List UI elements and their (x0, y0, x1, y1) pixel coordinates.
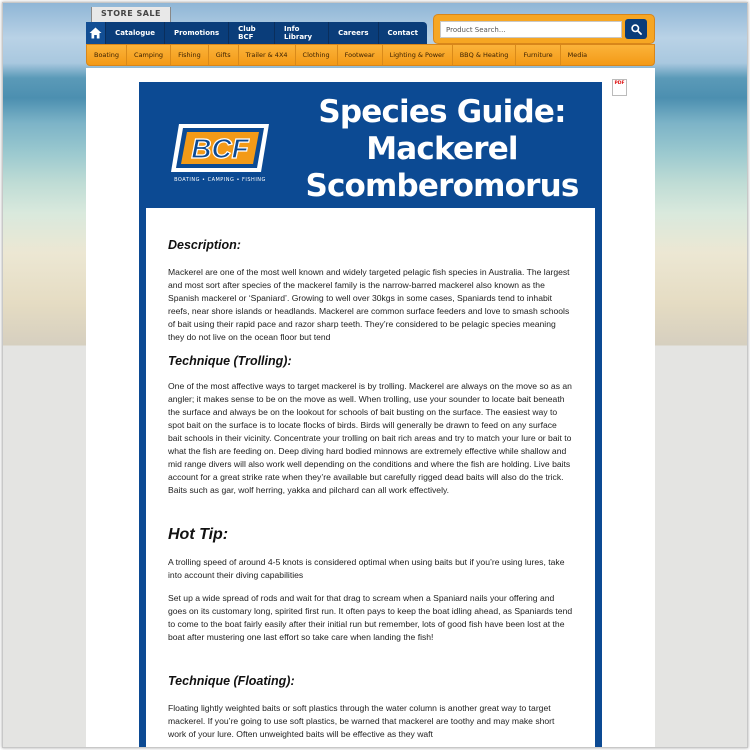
bcf-logo (165, 120, 275, 176)
title-line-1: Species Guide: (318, 94, 566, 130)
category-fishing[interactable]: Fishing (171, 45, 209, 65)
home-icon (89, 27, 102, 39)
nav-careers[interactable]: Careers (329, 22, 378, 44)
trolling-text: One of the most affective ways to target mackerel is by trolling. Mackerel are always on the move so as an angler; it makes sense to be on the move as well. When trolling, use your sounder to locate bait beneath the surface and always be on the lookout for schools of bait busting on the surface. The easiest way to spot bait on the surface is to locate flocks of birds. Birds will generally be drawn to feed on any surface bait schools in their vicinity. Concentrate your trolling on bait rich areas and try to match your lure or bait to what the fish are feeding on. Deep diving hard bodied minnows are extremely effective while shallow and mid range divers will also work well depending on the conditions and where the fish are holding. Live baits account for a great strike rate when they’re available but carefully rigged dead baits will also do the trick. Baits such as gar, wolf herring, yakka and pilchard can all work effectively. (168, 381, 572, 495)
title-line-2: Mackerel (366, 131, 518, 167)
logo-tagline: BOATING • CAMPING • FISHING (174, 177, 266, 183)
category-footwear[interactable]: Footwear (338, 45, 383, 65)
category-bbq-heating[interactable]: BBQ & Heating (453, 45, 517, 65)
search-icon (631, 24, 642, 35)
species-guide-document (139, 82, 602, 748)
document-body (146, 208, 595, 748)
nav-catalogue[interactable]: Catalogue (106, 22, 165, 44)
nav-info-library[interactable]: Info Library (275, 22, 329, 44)
top-navigation (86, 22, 427, 44)
page-frame (2, 2, 748, 748)
category-trailer-4x4[interactable]: Trailer & 4X4 (239, 45, 296, 65)
title-line-3: Scomberomorus (305, 168, 579, 204)
floating-text: Floating lightly weighted baits or soft plastics through the water column is another great way to target mackerel. If you’re going to use soft plastics, be warned that mackerel are toothy and may make short work of your lure. Often unweighted baits will be effective as they waft (168, 703, 555, 739)
main-content (86, 68, 655, 748)
hot-tip-heading: Hot Tip: (168, 526, 229, 543)
search-bar (433, 14, 655, 44)
category-lighting-power[interactable]: Lighting & Power (383, 45, 453, 65)
description-heading: Description: (168, 238, 241, 252)
page-title (297, 94, 587, 205)
nav-club-bcf[interactable]: Club BCF (229, 22, 275, 44)
category-boating[interactable]: Boating (87, 45, 127, 65)
search-input[interactable] (440, 21, 622, 38)
hot-tip-text: A trolling speed of around 4-5 knots is considered optimal when using baits but if you’re using lures, take into account their diving capabilities (168, 557, 565, 580)
category-navigation (86, 44, 655, 66)
nav-contact[interactable]: Contact (387, 29, 418, 37)
spread-text: Set up a wide spread of rods and wait for that drag to scream when a Spaniard nails your offering and goes on its customary long, spirited first run. It often pays to keep the boat idling ahead, as Spaniards tend to come to the boat fairly easily after their initial run but remember, lots of good fish have been lost at the boat after mustering one last effort so take care when landing the fish! (168, 593, 573, 642)
trolling-heading: Technique (Trolling): (168, 354, 292, 368)
category-media[interactable]: Media (567, 51, 588, 59)
search-button[interactable] (625, 19, 647, 39)
home-button[interactable] (86, 22, 106, 44)
category-furniture[interactable]: Furniture (516, 45, 560, 65)
store-sale-banner[interactable]: STORE SALE (91, 7, 171, 23)
logo-text: BCF (191, 133, 249, 164)
floating-heading: Technique (Floating): (168, 674, 295, 688)
nav-promotions[interactable]: Promotions (165, 22, 229, 44)
category-camping[interactable]: Camping (127, 45, 171, 65)
category-gifts[interactable]: Gifts (209, 45, 239, 65)
pdf-icon[interactable] (612, 79, 627, 96)
category-clothing[interactable]: Clothing (296, 45, 338, 65)
pdf-icon-label: PDF (614, 81, 625, 86)
description-text: Mackerel are one of the most well known and widely targeted pelagic fish species in Australia. The largest and most sort after species of the mackerel family is the narrow-barred mackerel also known as the Spanish mackerel or ‘Spaniard’. Growing to well over 30kgs in some cases, Spaniards tend to inhabit reefs, near shore islands or headlands. Mackerel are common surface feeders and love to smash schools of bait using their rapid pace and razor sharp teeth. They’re considered to be pelagic species meaning they do not live on the ocean floor but tend (168, 267, 570, 342)
